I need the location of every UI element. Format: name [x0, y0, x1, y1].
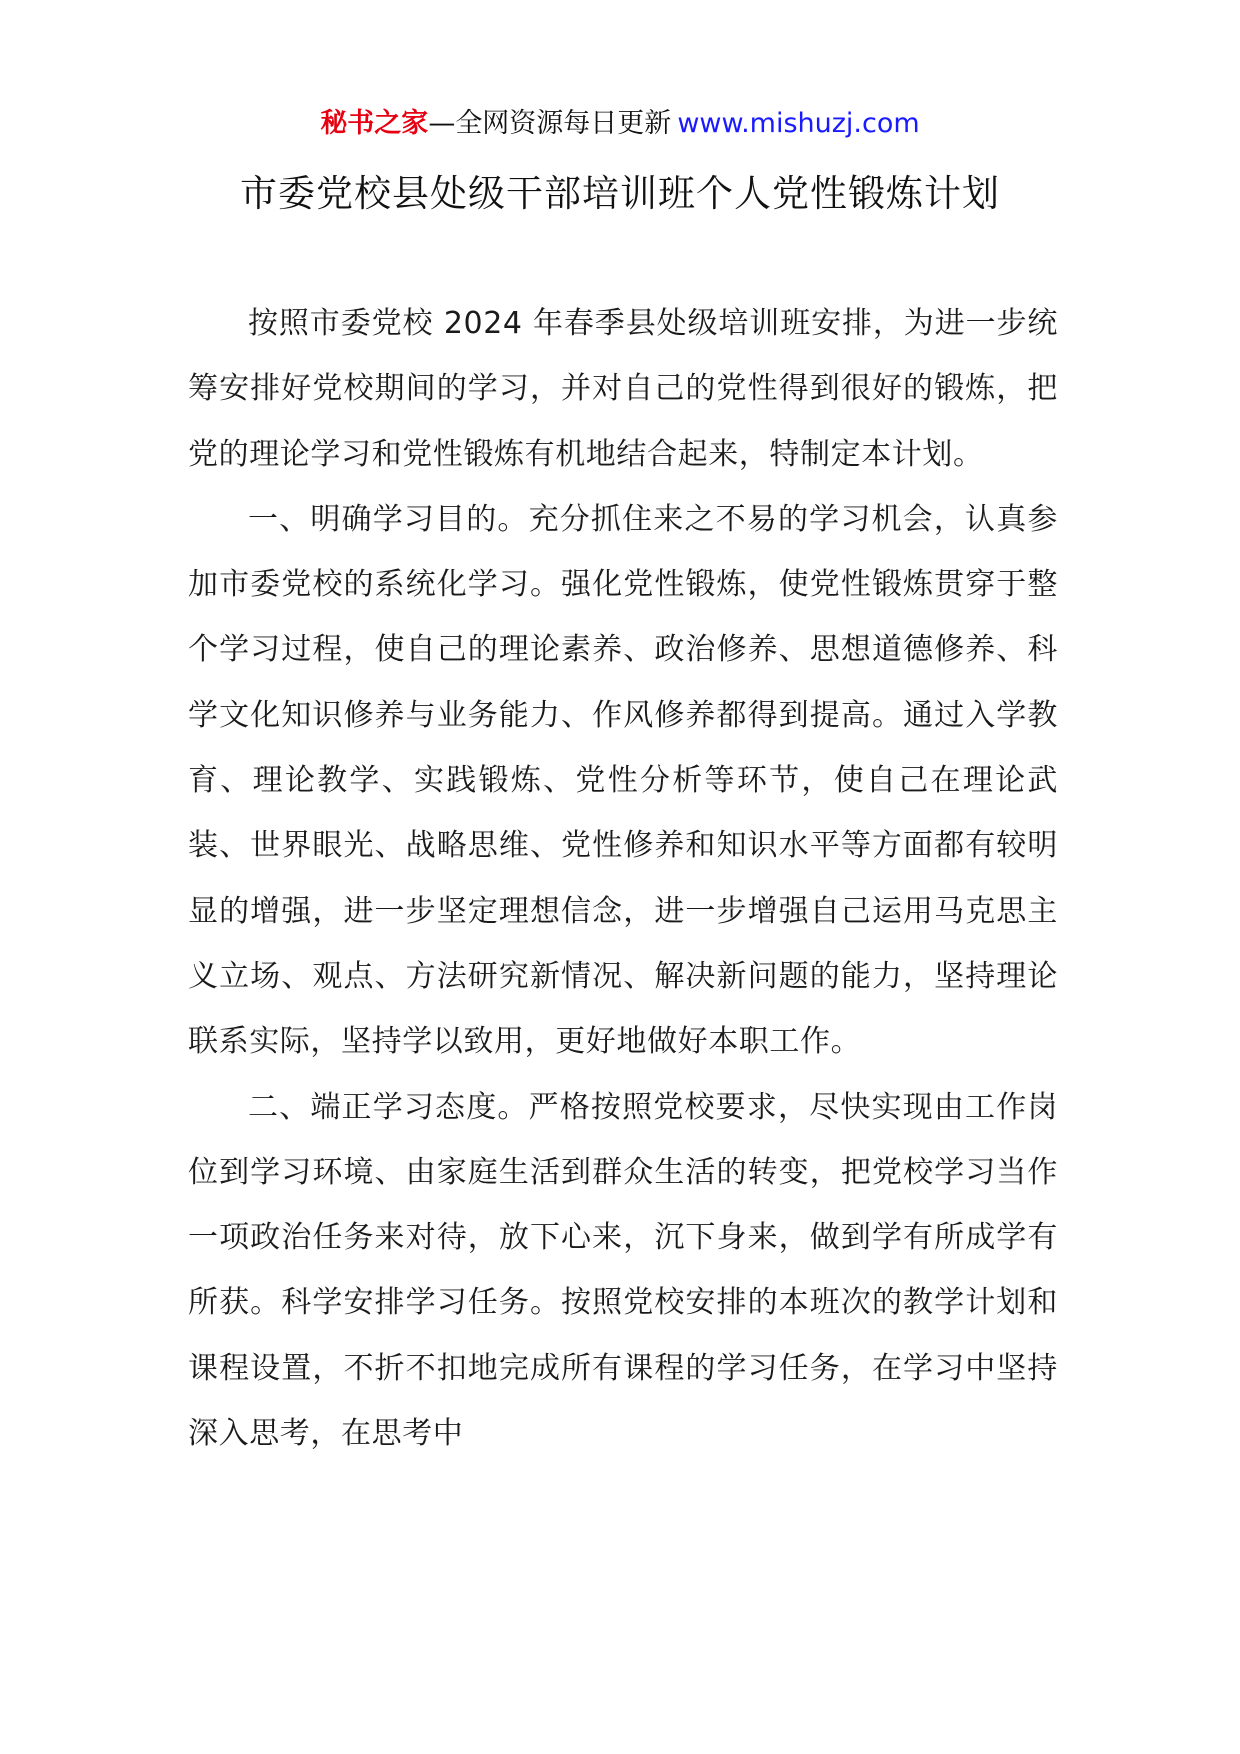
paragraph-section-1: 一、明确学习目的。充分抓住来之不易的学习机会，认真参加市委党校的系统化学习。强化党性锻炼，使党性锻炼贯穿于整个学习过程，使自己的理论素养、政治修养、思想道德修养、科学文化知识修养与业务能力、作风修养都得到提高。通过入学教育、理论教学、实践锻炼、党性分析等环节，使自己在理论武装、世界眼光、战略思维、党性修养和知识水平等方面都有较明显的增强，进一步坚定理想信念，进一步增强自己运用马克思主义立场、观点、方法研究新情况、解决新问题的能力，坚持理论联系实际，坚持学以致用，更好地做好本职工作。	[188, 501, 1058, 1060]
header-tagline: —全网资源每日更新	[428, 108, 672, 139]
brand-name: 秘书之家	[320, 108, 429, 139]
paragraph-section-2: 二、端正学习态度。严格按照党校要求，尽快实现由工作岗位到学习环境、由家庭生活到群众生活的转变，把党校学习当作一项政治任务来对待，放下心来，沉下身来，做到学有所成学有所获。科学安排学习任务。按照党校安排的本班次的教学计划和课程设置，不折不扣地完成所有课程的学习任务，在学习中坚持深入思考，在思考中	[188, 1089, 1058, 1452]
document-title: 市委党校县处级干部培训班个人党性锻炼计划	[240, 172, 1000, 215]
site-header	[0, 104, 1240, 144]
paragraph-intro: 按照市委党校 2024 年春季县处级培训班安排，为进一步统筹安排好党校期间的学习，并对自己的党性得到很好的锻炼，把党的理论学习和党性锻炼有机地结合起来，特制定本计划。	[188, 306, 1058, 472]
document-body	[188, 291, 1058, 1466]
site-url[interactable]: www.mishuzj.com	[677, 108, 920, 139]
